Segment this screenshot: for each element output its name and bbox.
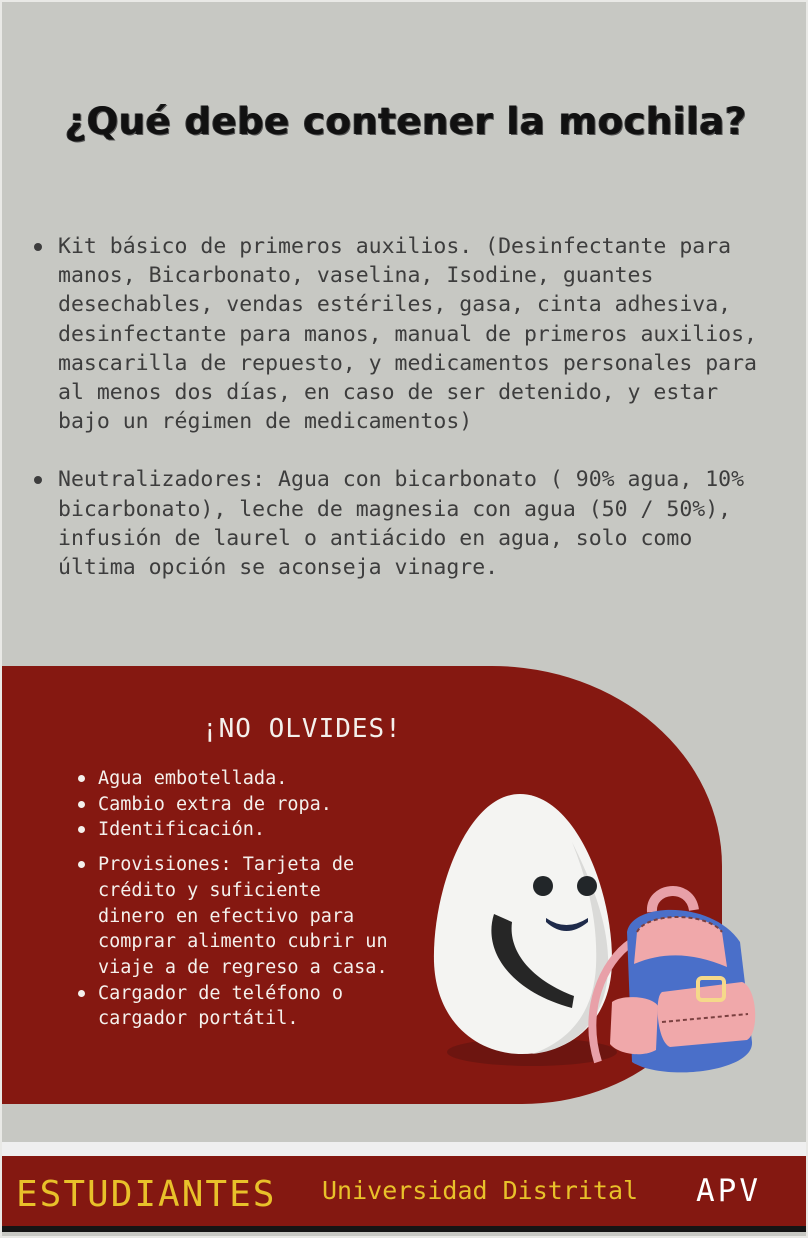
egg-eye-icon bbox=[577, 876, 597, 896]
list-item-water: Agua embotellada. bbox=[98, 766, 398, 792]
list-item-neutralizers: Neutralizadores: Agua con bicarbonato ( 90% agua, 10% bicarbonato), leche de magnesia con agua (50 / 50%), infusión de laurel o antiácido en agua, solo como última opción se aconseja vinagre. bbox=[58, 465, 758, 582]
backpack-contents-list bbox=[30, 232, 758, 611]
list-item-provisions: Provisiones: Tarjeta de crédito y suficiente dinero en efectivo para comprar alimento cubrir un viaje a de regreso a casa. bbox=[98, 852, 398, 981]
list-item-clothes: Cambio extra de ropa. bbox=[98, 792, 398, 818]
footer-students: ESTUDIANTES bbox=[16, 1174, 277, 1215]
page-title: ¿Qué debe contener la mochila? bbox=[65, 100, 747, 143]
list-item-charger: Cargador de teléfono o cargador portátil. bbox=[98, 981, 398, 1032]
footer-university: Universidad Distrital bbox=[322, 1176, 639, 1205]
footer-bar bbox=[2, 1156, 808, 1232]
list-item-id: Identificación. bbox=[98, 817, 398, 843]
list-item-first-aid-kit: Kit básico de primeros auxilios. (Desinfectante para manos, Bicarbonato, vaselina, Isodine, guantes desechables, vendas estériles, gasa, cinta adhesiva, desinfectante para manos, manual de primeros auxilios, mascarilla de repuesto, y medicamentos personales para al menos dos días, en caso de ser detenido, y estar bajo un régimen de medicamentos) bbox=[58, 232, 758, 436]
footer-divider bbox=[2, 1142, 808, 1156]
egg-eye-icon bbox=[533, 876, 553, 896]
reminder-title: ¡NO OLVIDES! bbox=[202, 714, 402, 744]
footer-apv: APV bbox=[696, 1173, 761, 1209]
egg-backpack-illustration bbox=[422, 782, 772, 1102]
reminder-list bbox=[98, 766, 398, 1032]
